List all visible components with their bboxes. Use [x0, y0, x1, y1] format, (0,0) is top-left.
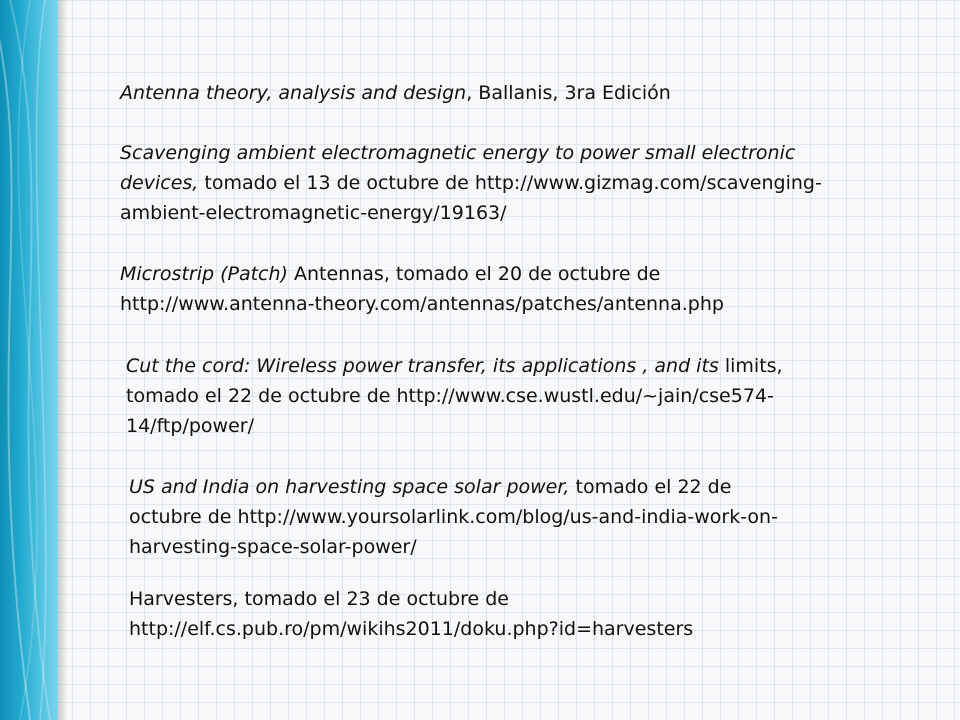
- reference-5-details: tomado el 22 de octubre de http://www.yoursolarlink.com/blog/us-and-india-work-on-harvesting-space-solar-power/: [129, 476, 778, 558]
- reference-2-details: tomado el 13 de octubre de http://www.gizmag.com/scavenging-ambient-electromagnetic-energy/19163/: [120, 172, 822, 224]
- reference-3: [120, 259, 850, 319]
- reference-2-title: Scavenging ambient electromagnetic energy to power small electronic devices,: [120, 142, 796, 194]
- reference-2: [120, 138, 850, 228]
- reference-1-title: Antenna theory, analysis and design: [120, 82, 467, 104]
- reference-4: [126, 351, 816, 441]
- reference-6-details: Harvesters, tomado el 23 de octubre de http://elf.cs.pub.ro/pm/wikihs2011/doku.php?id=harvesters: [129, 588, 694, 640]
- reference-6: [129, 584, 849, 644]
- reference-3-title: Microstrip (Patch): [120, 263, 288, 285]
- reference-4-details: limits, tomado el 22 de octubre de http://www.cse.wustl.edu/~jain/cse574-14/ftp/power/: [126, 355, 783, 437]
- reference-1-details: , Ballanis, 3ra Edición: [466, 82, 671, 104]
- reference-5: [129, 472, 799, 562]
- reference-3-details: Antennas, tomado el 20 de octubre de http://www.antenna-theory.com/antennas/patches/antenna.php: [120, 263, 724, 315]
- reference-4-title: Cut the cord: Wireless power transfer, its applications , and its: [126, 355, 719, 377]
- reference-5-title: US and India on harvesting space solar power,: [129, 476, 570, 498]
- reference-1: [120, 78, 840, 108]
